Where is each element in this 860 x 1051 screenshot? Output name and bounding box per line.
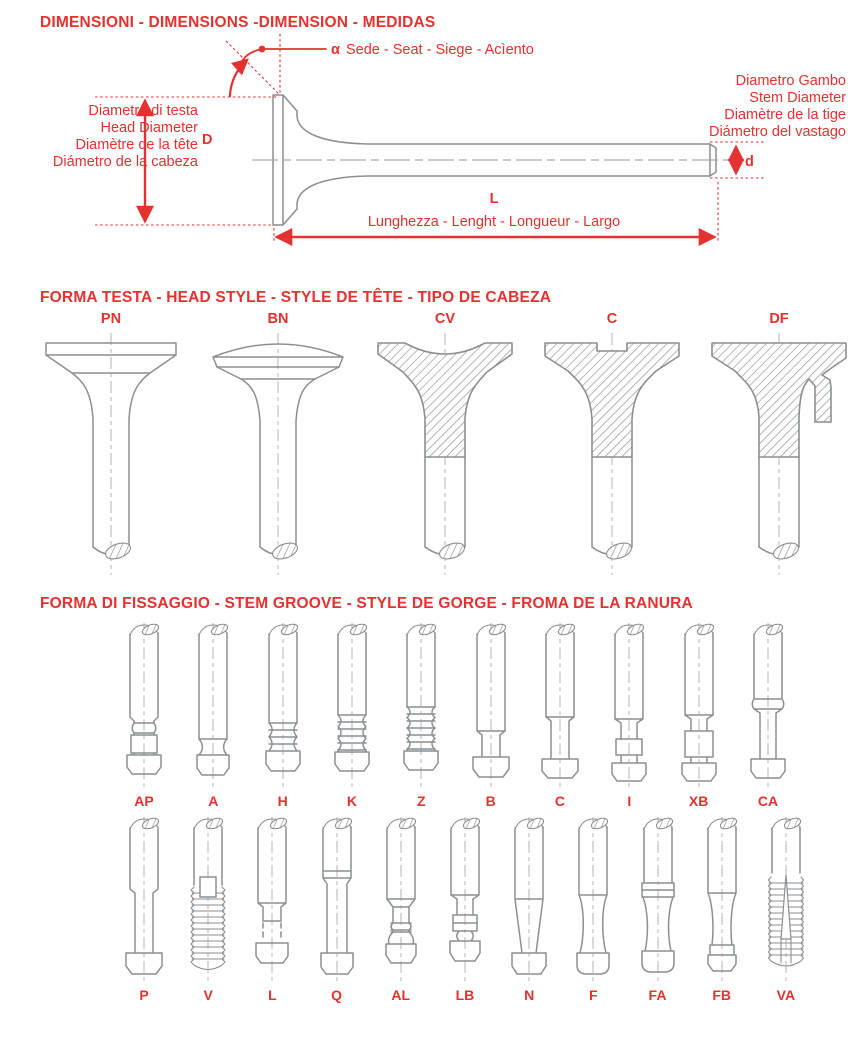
stem-groove-code: XB [688, 793, 709, 809]
head-diameter-line-2: Head Diameter [100, 120, 198, 136]
stem-figure-z [389, 621, 453, 791]
stem-groove-code: Q [331, 987, 342, 1003]
seat-leader-line [242, 49, 326, 61]
length-symbol: L [489, 191, 499, 207]
stem-figure-q [305, 815, 369, 985]
stem-groove-code: K [346, 793, 358, 809]
head-style-code: DF [769, 311, 789, 327]
stem-groove-code: L [268, 987, 277, 1003]
stem-groove-n [497, 815, 561, 1003]
stem-figure-c [528, 621, 592, 791]
stem-diameter-line-2: Stem Diameter [749, 90, 846, 106]
head-diameter-symbol: D [202, 132, 213, 148]
stem-groove-code: P [139, 987, 149, 1003]
stem-groove-ca [736, 621, 800, 809]
stem-grooves-row-1 [112, 621, 800, 809]
stem-diameter-line-4: Diámetro del vastago [708, 124, 846, 140]
head-styles-section-title: FORMA TESTA - HEAD STYLE - STYLE DE TÊTE - TIPO DE CABEZA [40, 289, 552, 306]
stem-groove-p [112, 815, 176, 1003]
valve-dimension-diagram [0, 32, 860, 274]
stem-groove-code: N [524, 987, 535, 1003]
head-diameter-line-1: Diametro di testa [88, 103, 198, 119]
stem-groove-f [561, 815, 625, 1003]
seat-label: Sede - Seat - Siege - Acìento [346, 42, 534, 58]
head-style-bn [203, 311, 353, 579]
stem-figure-b [459, 621, 523, 791]
seat-angle-symbol: α [331, 42, 340, 58]
head-style-figure-pn [36, 329, 186, 579]
stem-groove-fa [626, 815, 690, 1003]
head-style-figure-df [704, 329, 854, 579]
stem-figure-i [597, 621, 661, 791]
stem-diameter-line-1: Diametro Gambo [735, 73, 846, 89]
stem-groove-va [754, 815, 818, 1003]
stem-groove-code: H [277, 793, 288, 809]
head-style-figure-c [537, 329, 687, 579]
stem-groove-code: C [554, 793, 566, 809]
stem-groove-k [320, 621, 384, 809]
stem-groove-code: FB [712, 987, 732, 1003]
stem-groove-code: I [627, 793, 632, 809]
stem-groove-code: CA [757, 793, 779, 809]
stem-groove-q [305, 815, 369, 1003]
stem-groove-l [240, 815, 304, 1003]
stem-figure-p [112, 815, 176, 985]
stem-groove-code: F [589, 987, 598, 1003]
stem-figure-l [240, 815, 304, 985]
head-style-code: CV [434, 311, 456, 327]
stem-groove-fb [690, 815, 754, 1003]
head-styles-row [36, 311, 854, 579]
stem-groove-code: VA [776, 987, 796, 1003]
stem-groove-xb [667, 621, 731, 809]
stem-groove-h [251, 621, 315, 809]
stem-groove-a [181, 621, 245, 809]
stem-groove-code: AP [134, 793, 154, 809]
stem-groove-code: B [485, 793, 496, 809]
head-diameter-line-4: Diámetro de la cabeza [52, 154, 198, 170]
stem-groove-code: Z [417, 793, 426, 809]
stem-figure-ca [736, 621, 800, 791]
stem-figure-k [320, 621, 384, 791]
stem-figure-ap [112, 621, 176, 791]
stem-figure-h [251, 621, 315, 791]
stem-groove-ap [112, 621, 176, 809]
stem-figure-f [561, 815, 625, 985]
head-style-c [537, 311, 687, 579]
head-style-code: PN [100, 311, 122, 327]
head-diameter-line-3: Diamètre de la tête [75, 137, 198, 153]
head-style-code: C [606, 311, 618, 327]
stem-grooves-section-title: FORMA DI FISSAGGIO - STEM GROOVE - STYLE DE GORGE - FROMA DE LA RANURA [40, 595, 693, 612]
stem-figure-n [497, 815, 561, 985]
dimensions-section-title: DIMENSIONI - DIMENSIONS -DIMENSION - MEDIDAS [40, 14, 436, 31]
stem-groove-code: FA [648, 987, 667, 1003]
stem-figure-lb [433, 815, 497, 985]
stem-groove-v [176, 815, 240, 1003]
stem-groove-code: A [208, 793, 219, 809]
stem-figure-va [754, 815, 818, 985]
stem-grooves-row-2 [112, 815, 818, 1003]
stem-groove-al [369, 815, 433, 1003]
stem-groove-c [528, 621, 592, 809]
stem-figure-xb [667, 621, 731, 791]
stem-groove-z [389, 621, 453, 809]
stem-groove-lb [433, 815, 497, 1003]
stem-diameter-symbol: d [745, 154, 754, 170]
stem-figure-v [176, 815, 240, 985]
head-style-cv [370, 311, 520, 579]
stem-figure-fb [690, 815, 754, 985]
stem-groove-code: V [203, 987, 213, 1003]
stem-figure-al [369, 815, 433, 985]
head-style-figure-bn [203, 329, 353, 579]
head-style-pn [36, 311, 186, 579]
stem-groove-b [459, 621, 523, 809]
stem-figure-a [181, 621, 245, 791]
seat-angle-arc [230, 60, 247, 96]
head-style-figure-cv [370, 329, 520, 579]
stem-groove-code: AL [391, 987, 411, 1003]
length-label: Lunghezza - Lenght - Longueur - Largo [367, 214, 621, 230]
head-style-code: BN [267, 311, 289, 327]
stem-groove-code: LB [455, 987, 475, 1003]
stem-diameter-line-3: Diamètre de la tige [724, 107, 846, 123]
stem-groove-i [597, 621, 661, 809]
stem-figure-fa [626, 815, 690, 985]
head-style-df [704, 311, 854, 579]
